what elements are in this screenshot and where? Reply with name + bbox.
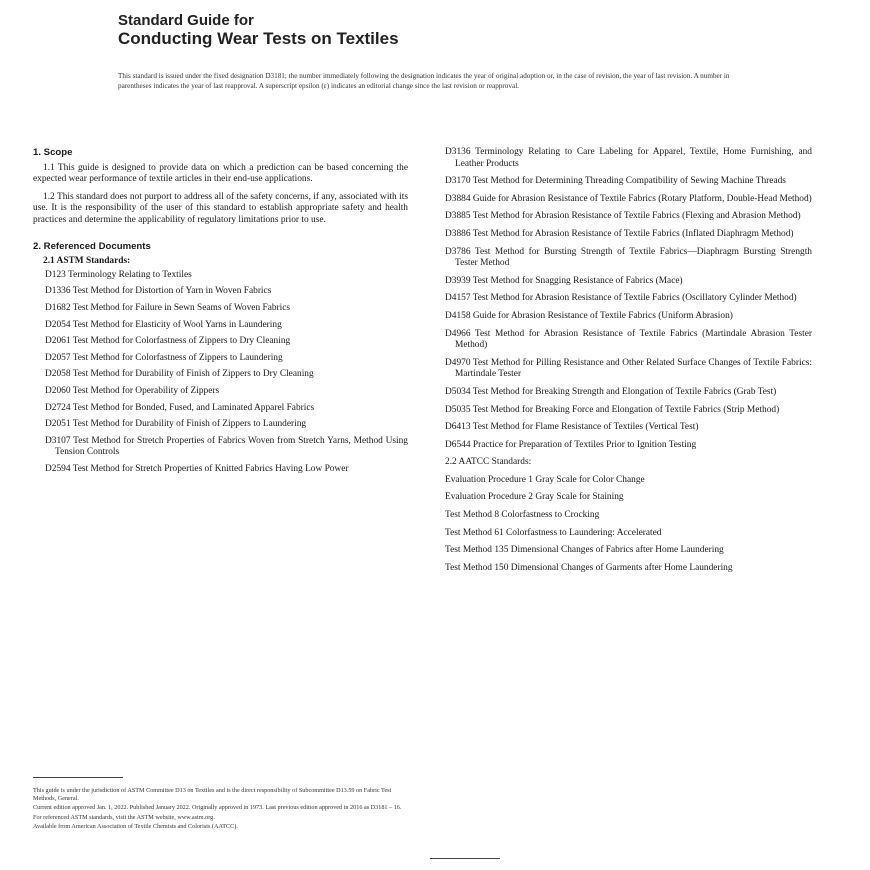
reference-item: D6544 Practice for Preparation of Textiles Prior to Ignition Testing xyxy=(445,439,697,450)
subsection-heading: 2.1 ASTM Standards: xyxy=(43,256,131,267)
section-1-heading: 1. Scope xyxy=(33,147,73,158)
reference-item: D2060 Test Method for Operability of Zippers xyxy=(45,385,220,396)
paragraph: 1.1 This guide is designed to provide data on which a prediction can be based concerning the expected wear performance of textile articles in their end-use applications. xyxy=(33,162,408,185)
reference-item: Evaluation Procedure 2 Gray Scale for Staining xyxy=(445,492,624,503)
reference-item: Test Method 8 Colorfastness to Crocking xyxy=(445,510,600,521)
paragraph: 1.2 This standard does not purport to address all of the safety concerns, if any, associated with its use. It is the responsibility of the user of this standard to establish appropriate safety and health practices and determine the applicability of regulatory limitations prior to use. xyxy=(33,191,408,225)
reference-item: Test Method 150 Dimensional Changes of Garments after Home Laundering xyxy=(445,562,733,573)
footnote: Current edition approved Jan. 1, 2022. Published January 2022. Originally approved in 1973. Last previous edition approved in 2016 as D3181 – 16. xyxy=(33,804,402,812)
column-end-rule xyxy=(430,858,500,859)
reference-item: D4157 Test Method for Abrasion Resistance of Textile Fabrics (Oscillatory Cylinder Method) xyxy=(445,293,797,304)
footnote-rule xyxy=(33,777,123,778)
footnotes xyxy=(33,787,408,832)
reference-item: D123 Terminology Relating to Textiles xyxy=(45,269,192,280)
reference-item: D3170 Test Method for Determining Threading Compatibility of Sewing Machine Threads xyxy=(445,176,786,187)
reference-item: D3136 Terminology Relating to Care Labeling for Apparel, Textile, Home Furnishing, and Leather Products xyxy=(445,147,812,169)
reference-item: D1682 Test Method for Failure in Sewn Seams of Woven Fabrics xyxy=(45,302,291,313)
reference-item: D3884 Guide for Abrasion Resistance of Textile Fabrics (Rotary Platform, Double-Head Method) xyxy=(445,193,812,204)
reference-item: D3786 Test Method for Bursting Strength of Textile Fabrics—Diaphragm Bursting Strength Tester Method xyxy=(445,246,812,269)
reference-item: D2057 Test Method for Colorfastness of Zippers to Laundering xyxy=(45,352,283,363)
reference-item: D4970 Test Method for Pilling Resistance and Other Related Surface Changes of Textile Fabrics: Martindale Tester xyxy=(445,357,812,380)
reference-item: D3939 Test Method for Snagging Resistance of Fabrics (Mace) xyxy=(445,275,683,286)
footnote: For referenced ASTM standards, visit the ASTM website, www.astm.org. xyxy=(33,813,215,821)
reference-item: D3886 Test Method for Abrasion Resistance of Textile Fabrics (Inflated Diaphragm Method) xyxy=(445,228,794,239)
reference-item: D3107 Test Method for Stretch Properties of Fabrics Woven from Stretch Yarns, Method Using Tension Controls xyxy=(45,435,408,458)
reference-item: Evaluation Procedure 1 Gray Scale for Color Change xyxy=(445,474,645,485)
reference-item: D2054 Test Method for Elasticity of Wool Yarns in Laundering xyxy=(45,319,282,330)
footnote: This guide is under the jurisdiction of ASTM Committee D13 on Textiles and is the direct responsibility of Subcommittee D13.59 on Fabric Test Methods, General. xyxy=(33,787,392,803)
reference-item: Test Method 61 Colorfastness to Laundering: Accelerated xyxy=(445,527,662,538)
reference-item: D3885 Test Method for Abrasion Resistance of Textile Fabrics (Flexing and Abrasion Method) xyxy=(445,211,801,222)
reference-list-continued xyxy=(445,147,812,574)
reference-item: D2594 Test Method for Stretch Properties of Knitted Fabrics Having Low Power xyxy=(45,463,349,474)
reference-item: D4966 Test Method for Abrasion Resistance of Textile Fabrics (Martindale Abrasion Tester Method) xyxy=(445,328,812,351)
left-column xyxy=(33,147,408,480)
reference-item: Test Method 135 Dimensional Changes of Fabrics after Home Laundering xyxy=(445,545,724,556)
footnote: Available from American Association of Textile Chemists and Colorists (AATCC). xyxy=(33,822,238,830)
reference-item: D6413 Test Method for Flame Resistance of Textiles (Vertical Test) xyxy=(445,422,699,433)
reference-item: D2051 Test Method for Durability of Finish of Zippers to Laundering xyxy=(45,419,307,430)
reference-item: D2058 Test Method for Durability of Finish of Zippers to Dry Cleaning xyxy=(45,369,314,380)
reference-item: D2724 Test Method for Bonded, Fused, and Laminated Apparel Fabrics xyxy=(45,402,315,413)
reference-item: D4158 Guide for Abrasion Resistance of Textile Fabrics (Uniform Abrasion) xyxy=(445,310,733,321)
title-line-1: Standard Guide for xyxy=(118,12,254,29)
intro-note: This standard is issued under the fixed designation D3181; the number immediately following the designation indicates the year of original adoption or, in the case of revision, the year of last revision. A number in parentheses indicates the year of last reapproval. A superscript epsilon (ε) indicates an editorial change since the last revision or reapproval. xyxy=(118,72,730,90)
right-column xyxy=(445,147,812,580)
section-2-heading: 2. Referenced Documents xyxy=(33,240,151,252)
reference-item: D1336 Test Method for Distortion of Yarn in Woven Fabrics xyxy=(45,286,272,297)
title-block xyxy=(118,12,399,49)
reference-item: D5035 Test Method for Breaking Force and Elongation of Textile Fabrics (Strip Method) xyxy=(445,404,780,415)
document-title: Conducting Wear Tests on Textiles xyxy=(118,29,399,48)
reference-item: D5034 Test Method for Breaking Strength and Elongation of Textile Fabrics (Grab Test) xyxy=(445,386,777,397)
reference-item: D2061 Test Method for Colorfastness of Zippers to Dry Cleaning xyxy=(45,336,291,347)
reference-list xyxy=(33,270,408,476)
reference-item: 2.2 AATCC Standards: xyxy=(445,457,532,468)
